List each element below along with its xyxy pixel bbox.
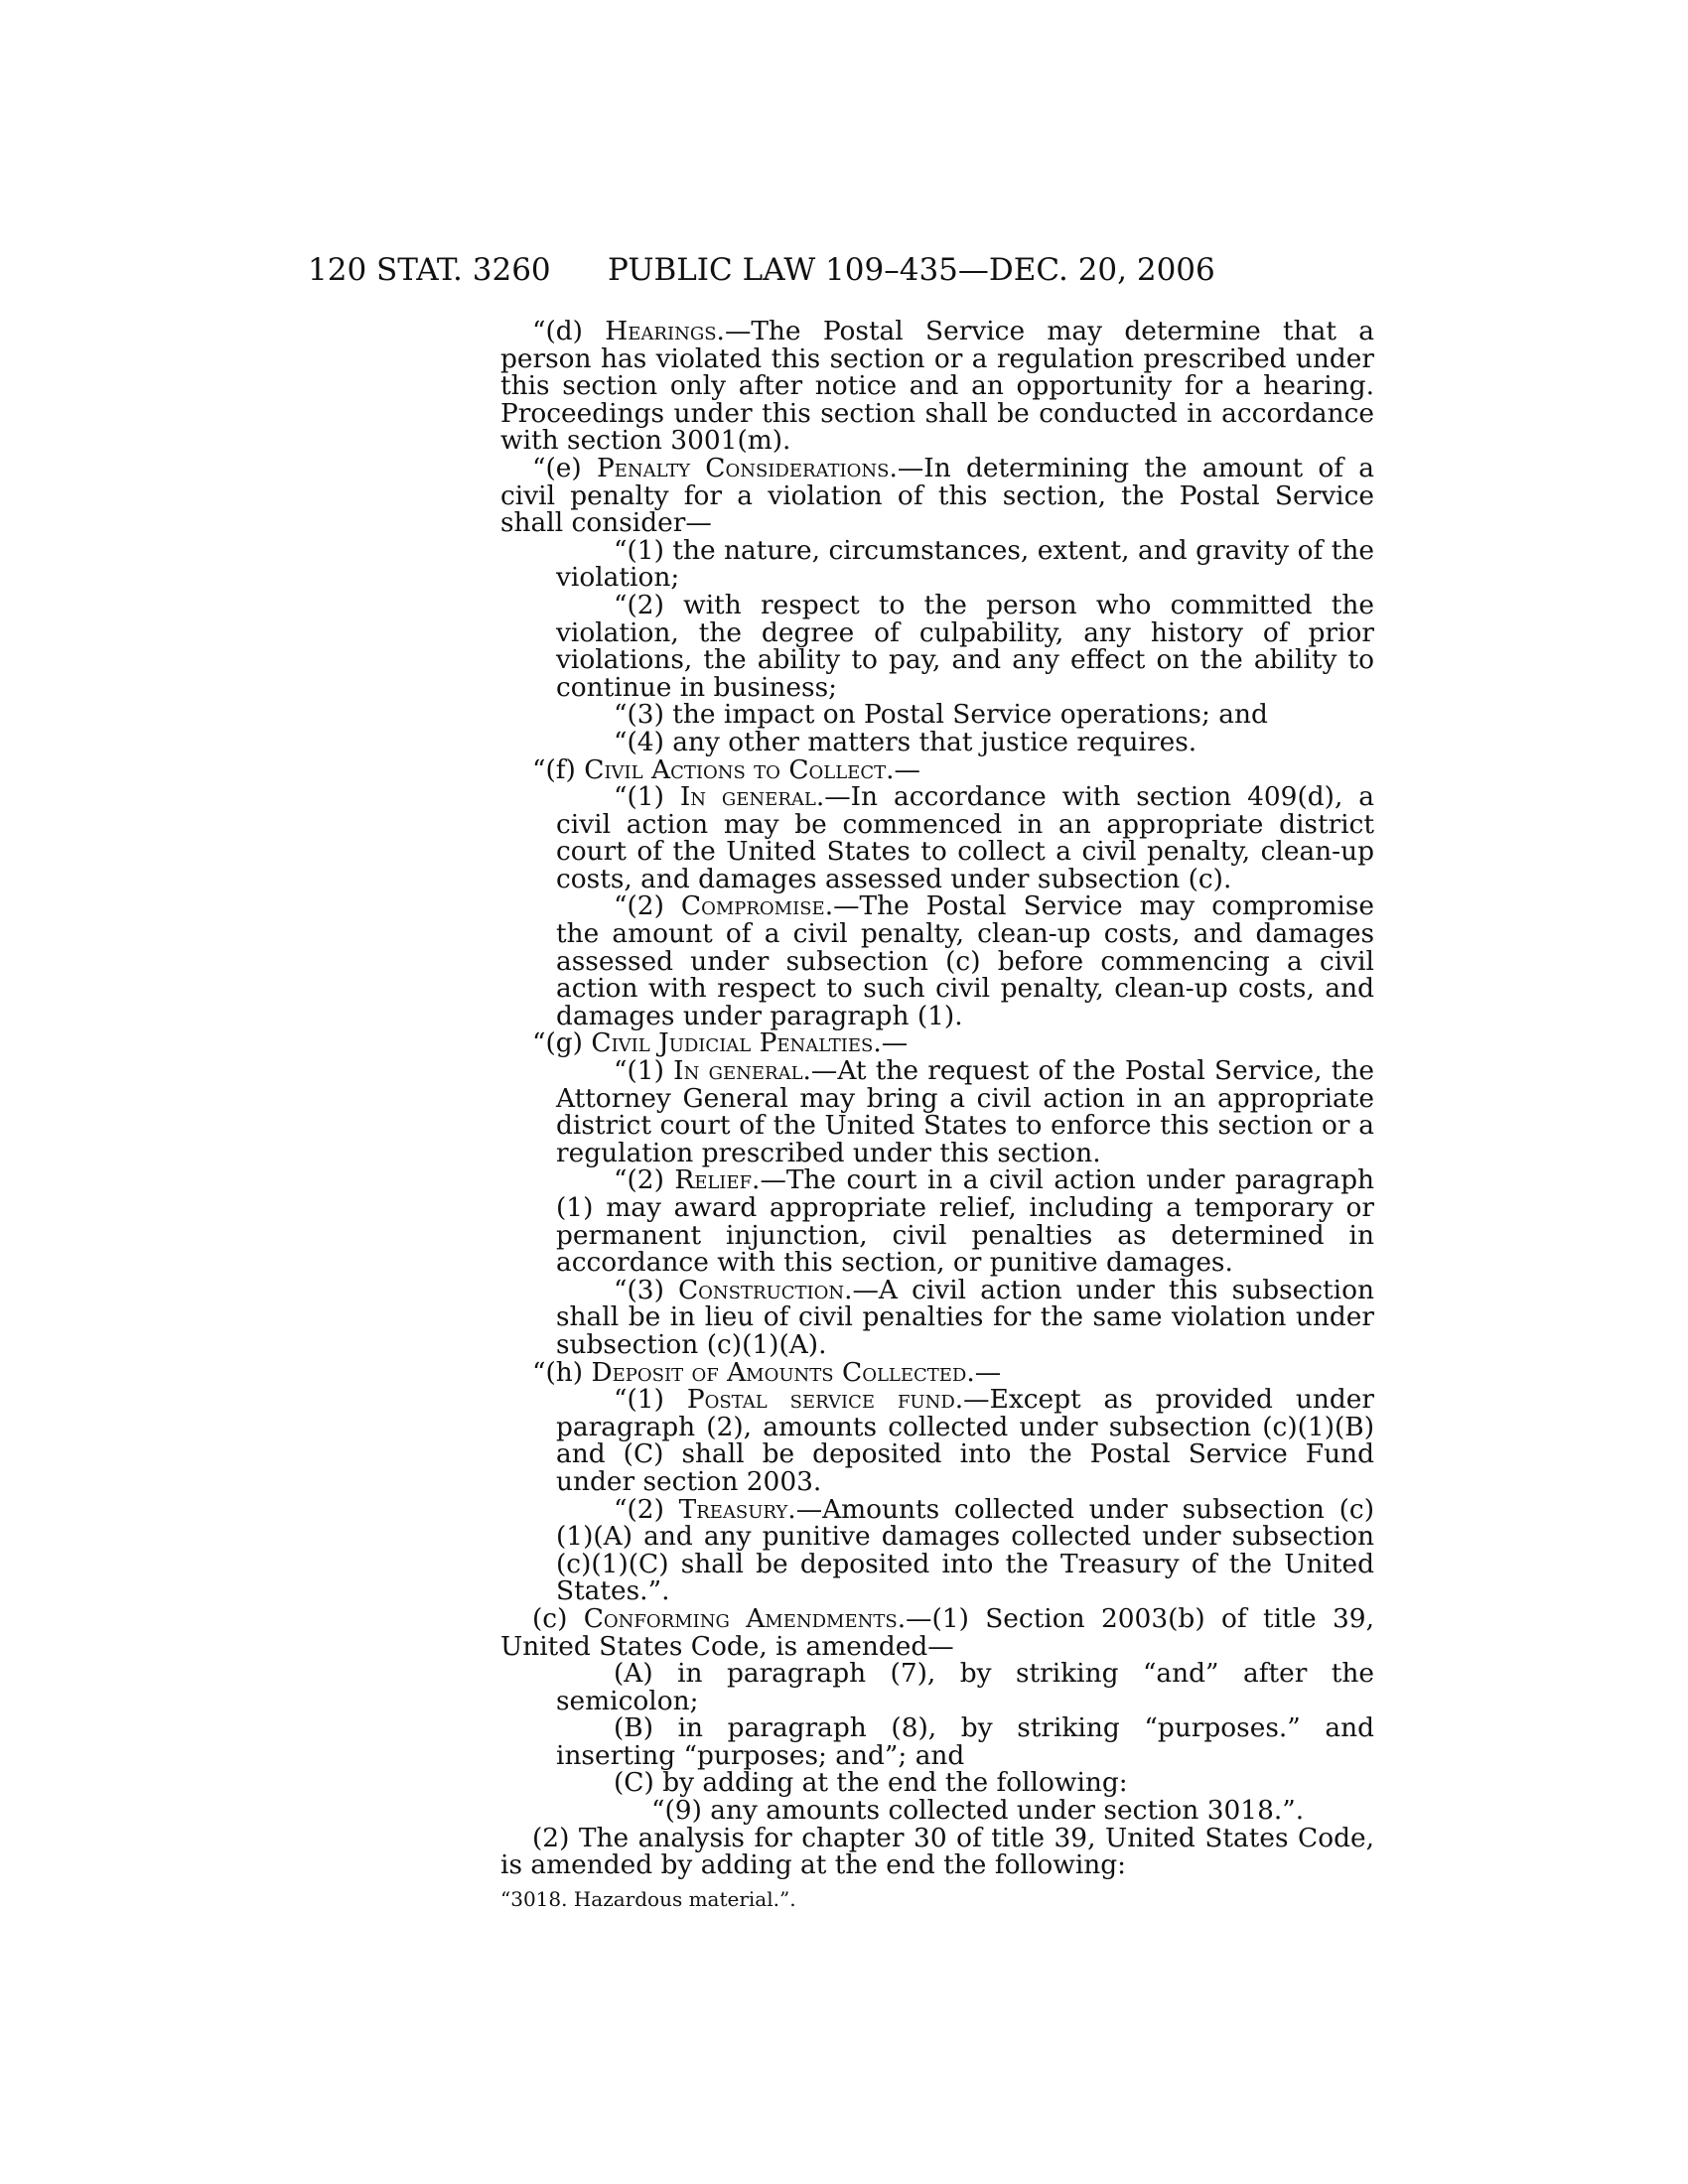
paragraph-h-1: “(1) Postal service fund.—Except as provided under paragraph (2), amounts collected under subsection (c)(1)(B) and (C) shall be deposited into the Postal Service Fund under section 2003. <box>556 1384 1374 1497</box>
table-of-sections-entry: “3018. Hazardous material.”. <box>500 1886 796 1911</box>
subsection-e-penalty-considerations: “(e) Penalty Considerations.—In determining the amount of a civil penalty for a violation of this section, the Postal Service shall consider— <box>500 452 1374 539</box>
paragraph-e-1: “(1) the nature, circumstances, extent, and gravity of the violation; <box>556 534 1374 594</box>
amendment-b: (B) in paragraph (8), by striking “purposes.” and inserting “purposes; and”; and <box>556 1712 1374 1771</box>
section-c-2-analysis: (2) The analysis for chapter 30 of title 39, United States Code, is amended by adding at the end the following: <box>500 1822 1374 1881</box>
subsection-g-heading: “(g) Civil Judicial Penalties.— <box>532 1027 909 1059</box>
section-c-conforming-amendments: (c) Conforming Amendments.—(1) Section 2003(b) of title 39, United States Code, is amended— <box>500 1602 1374 1662</box>
amendment-c: (C) by adding at the end the following: <box>614 1767 1128 1799</box>
paragraph-e-3: “(3) the impact on Postal Service operations; and <box>614 699 1268 731</box>
subsection-h-heading: “(h) Deposit of Amounts Collected.— <box>532 1356 1002 1388</box>
amendment-a: (A) in paragraph (7), by striking “and” after the semicolon; <box>556 1658 1374 1716</box>
paragraph-e-4: “(4) any other matters that justice requires. <box>614 726 1197 757</box>
inserted-paragraph-9: “(9) any amounts collected under section 3018.”. <box>651 1795 1305 1827</box>
paragraph-g-3: “(3) Construction.—A civil action under this subsection shall be in lieu of civil penalties for the same violation under subsection (c)(1)(A). <box>556 1274 1374 1360</box>
paragraph-e-2: “(2) with respect to the person who committed the violation, the degree of culpability, any history of prior violations, the ability to pay, and any effect on the ability to continue in business; <box>556 589 1374 703</box>
paragraph-g-1: “(1) In general.—At the request of the Postal Service, the Attorney General may bring a civil action in an appropriate district court of the United States to enforce this section or a regulation prescribed under this section. <box>556 1055 1374 1168</box>
paragraph-h-2: “(2) Treasury.—Amounts collected under subsection (c)(1)(A) and any punitive damages collected under subsection (c)(1)(C) shall be deposited into the Treasury of the United States.”. <box>556 1493 1374 1607</box>
subsection-d-hearings: “(d) Hearings.—The Postal Service may determine that a person has violated this section or a regulation prescribed under this section only after notice and an opportunity for a hearing. Proceedings under this section shall be conducted in accordance with section 3001(m). <box>500 316 1374 457</box>
page-header <box>308 248 1340 292</box>
paragraph-f-1: “(1) In general.—In accordance with section 409(d), a civil action may be commenced in an appropriate district court of the United States to collect a civil penalty, clean-up costs, and damages assessed under subsection (c). <box>556 781 1375 894</box>
paragraph-f-2: “(2) Compromise.—The Postal Service may compromise the amount of a civil penalty, clean-up costs, and damages assessed under subsection (c) before commencing a civil action with respect to such civil penalty, clean-up costs, and damages under paragraph (1). <box>556 890 1374 1031</box>
subsection-f-heading: “(f) Civil Actions to Collect.— <box>532 753 920 785</box>
running-head: PUBLIC LAW 109–435—DEC. 20, 2006 <box>608 252 1215 288</box>
paragraph-g-2: “(2) Relief.—The court in a civil action under paragraph (1) may award appropriate relief, including a temporary or permanent injunction, civil penalties as determined in accordance with this section, or punitive damages. <box>556 1164 1375 1279</box>
statute-text <box>500 318 1374 1911</box>
page-folio: 120 STAT. 3260 <box>308 252 551 288</box>
